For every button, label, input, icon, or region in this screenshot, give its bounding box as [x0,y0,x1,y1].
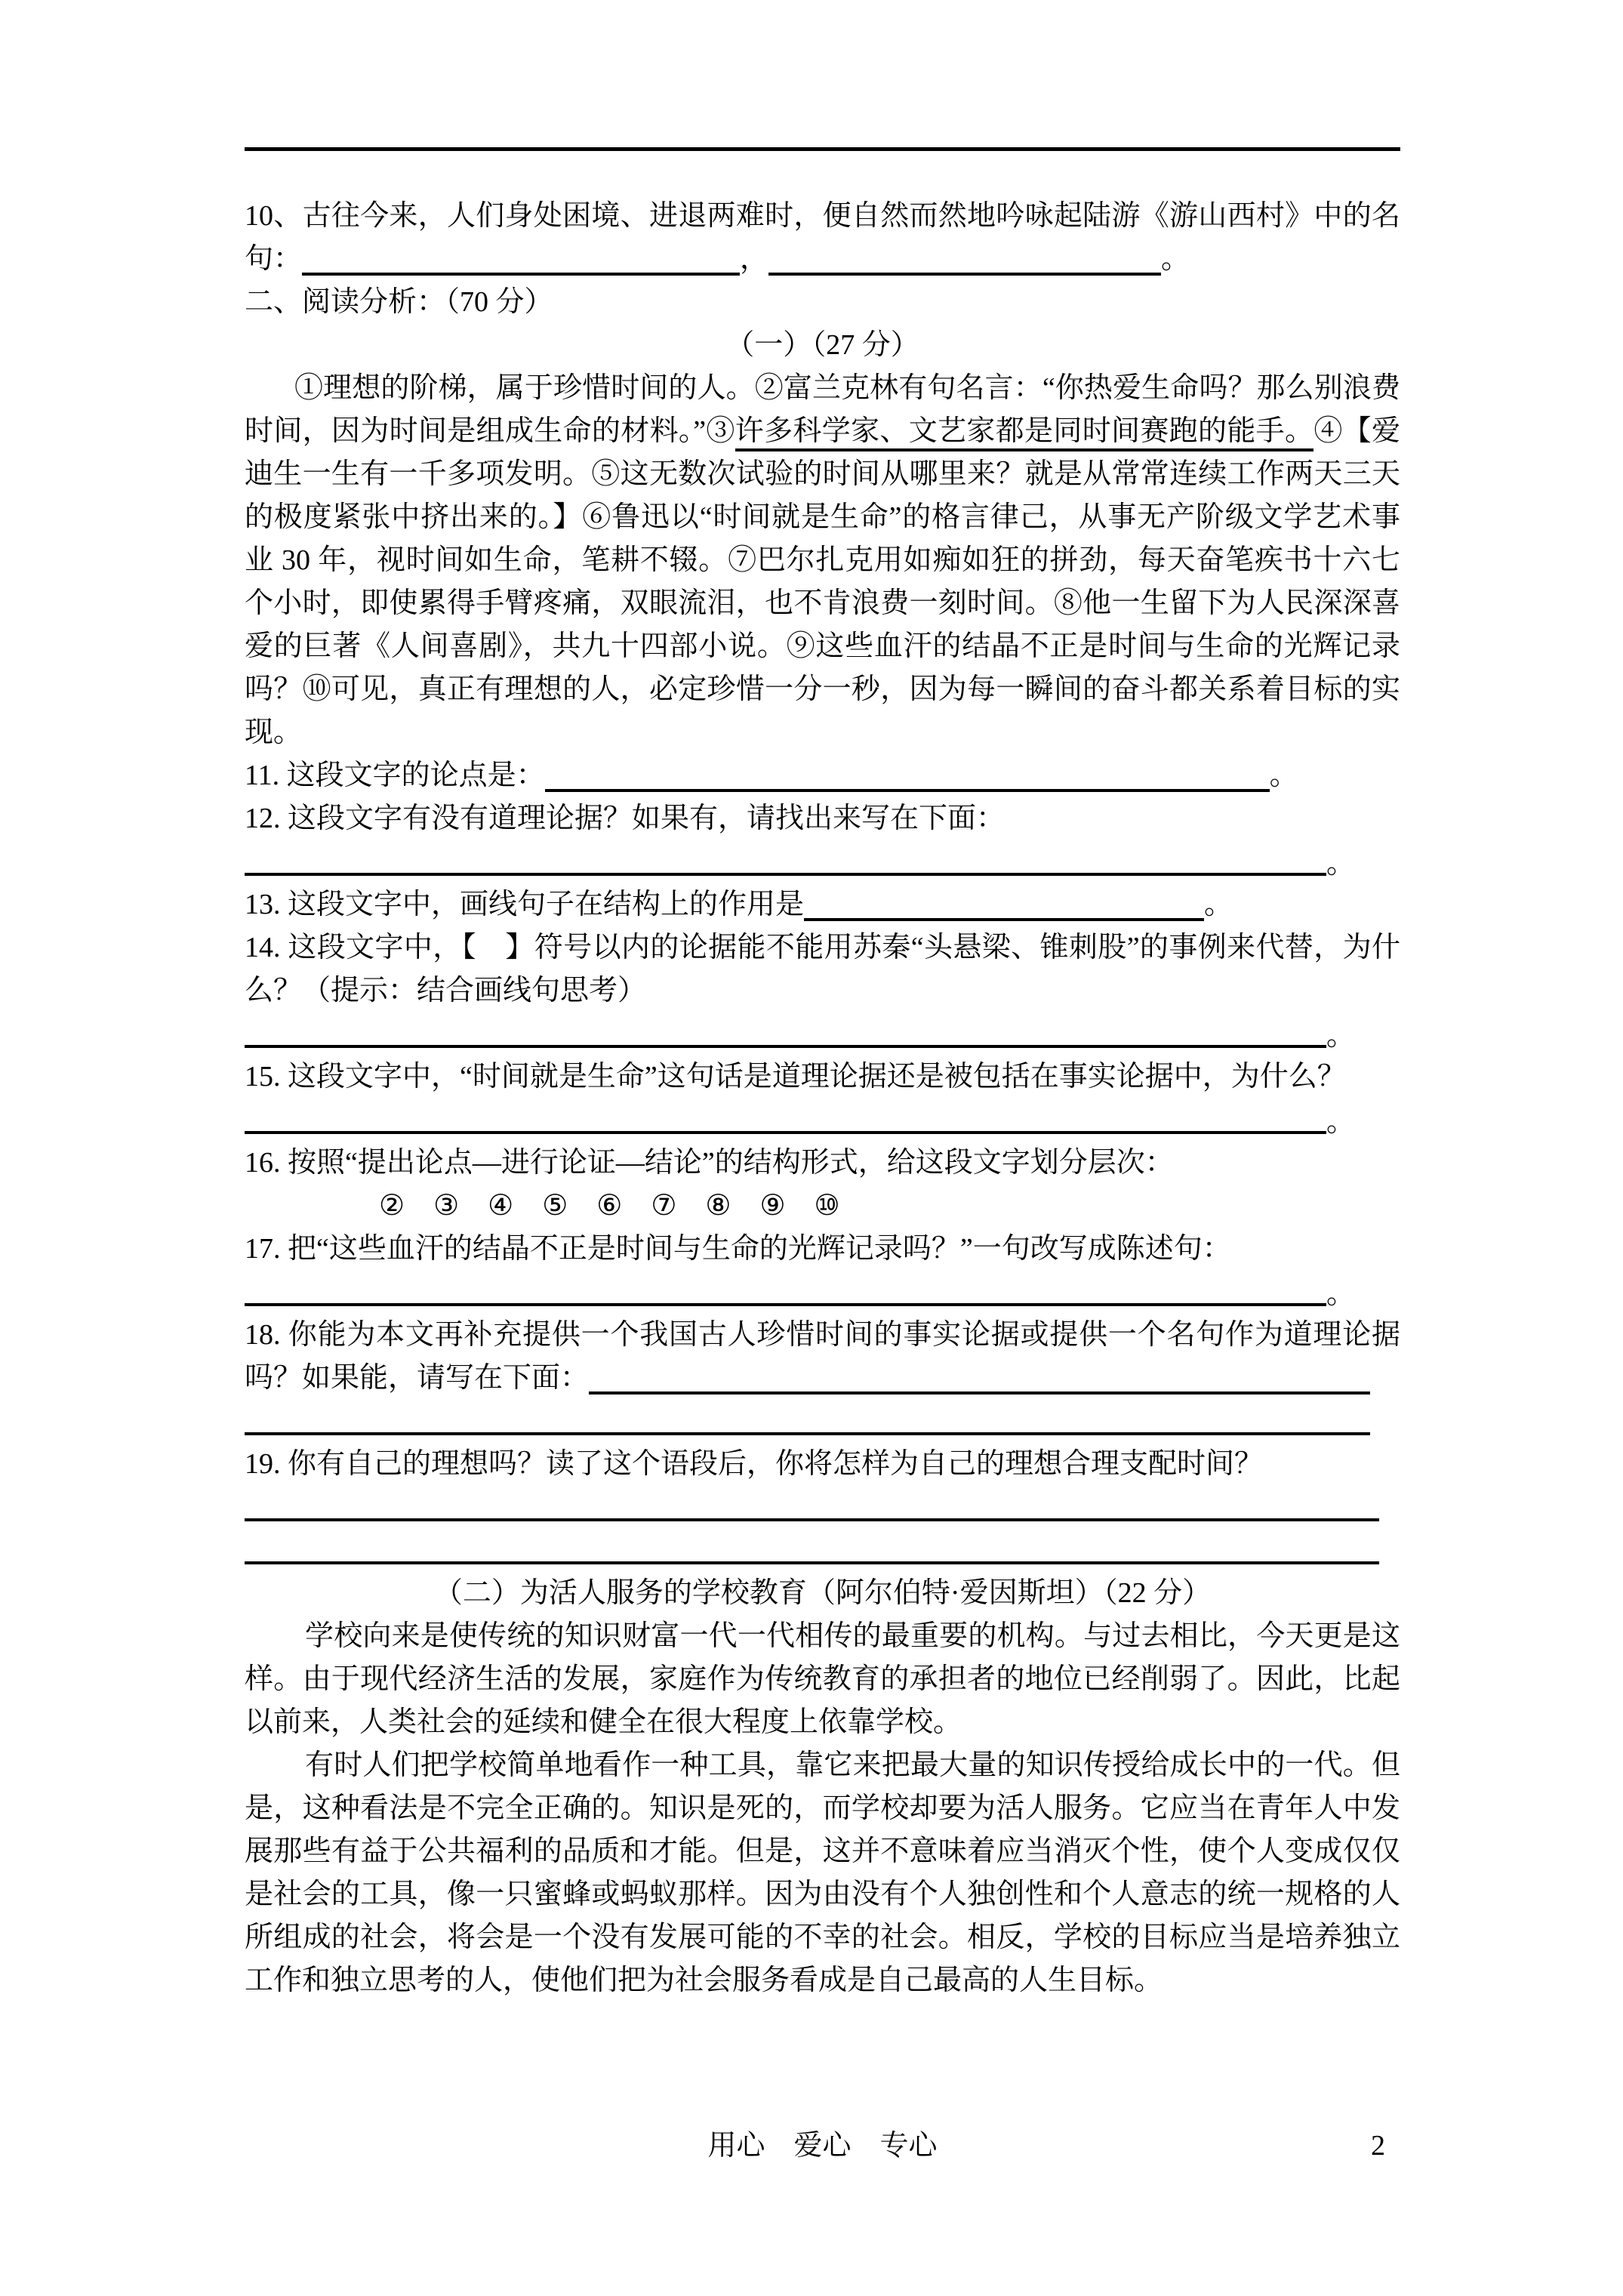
answer-rule [245,1432,1370,1435]
answer-line [245,840,1400,883]
footer-motto: 用心 爱心 专心 [707,2130,938,2162]
question-11-period: 。 [1269,760,1298,791]
answer-line [245,1271,1400,1314]
part-one-title: （一）（27 分） [725,329,919,361]
question-10-period: 。 [1161,243,1190,275]
answer-blank [804,895,1204,921]
question-12: 12. 这段文字有没有道理论据？如果有，请找出来写在下面： [245,803,1006,834]
question-13-period: 。 [1204,889,1233,920]
answer-line-period: 。 [1326,1106,1355,1138]
passage-2-paragraph-2: 有时人们把学校简单地看作一种工具，靠它来把最大量的知识传授给成长中的一代。但是，这种看法是不完全正确的。知识是死的，而学校却要为活人服务。它应当在青年人中发展那些有益于公共福利的品质和才能。但是，这并不意味着应当消灭个性，使个人变成仅仅是社会的工具，像一只蜜蜂或蚂蚁那样。因为由没有个人独创性和个人意志的统一规格的人所组成的社会，将会是一个没有发展可能的不幸的社会。相反，学校的目标应当是培养独立工作和独立思考的人，使他们把为社会服务看成是自己最高的人生目标。 [245,1749,1400,1996]
answer-blank [589,1369,1370,1395]
answer-line [245,1400,1400,1443]
answer-line [245,1099,1400,1142]
answer-rule [245,1131,1326,1134]
question-13-label: 13. 这段文字中，画线句子在结构上的作用是 [245,889,805,920]
answer-rule [245,1045,1326,1048]
answer-line-period: 。 [1326,848,1355,880]
passage-1-pre: ①理想的阶梯，属于珍惜时间的人。②富兰克林有句名言：“你热爱生命吗？那么别浪费时间，因为时间是组成生命的材料。”③ [245,372,1400,447]
answer-rule [245,873,1326,876]
question-11-label: 11. 这段文字的论点是： [245,760,545,791]
answer-line-period: 。 [1326,1020,1355,1052]
answer-rule [245,1518,1379,1521]
question-19: 19. 你有自己的理想吗？读了这个语段后，你将怎样为自己的理想合理支配时间？ [245,1448,1264,1480]
page-content [245,0,1400,2002]
passage-2-paragraph-1: 学校向来是使传统的知识财富一代一代相传的最重要的机构。与过去相比，今天更是这样。由于现代经济生活的发展，家庭作为传统教育的承担者的地位已经削弱了。因此，比起以前来，人类社会的延续和健全在很大程度上依靠学校。 [245,1620,1400,1738]
question-14: 14. 这段文字中，【 】符号以内的论据能不能用苏秦“头悬梁、锥刺股”的事例来代替，为什么？（提示：结合画线句思考） [245,932,1400,1006]
page-number: 2 [1371,2130,1385,2162]
answer-blank [545,766,1270,792]
passage-1-post: ④【爱迪生一生有一千多项发明。⑤这无数次试验的时间从哪里来？就是从常常连续工作两天三天的极度紧张中挤出来的。】⑥鲁迅以“时间就是生命”的格言律己，从事无产阶级文学艺术事业 30 年，视时间如生命，笔耕不辍。⑦巴尔扎克用如痴如狂的拼劲，每天奋笔疾书十六七个小时，即使累得手臂疼痛，双眼流泪，也不肯浪费一刻时间。⑧他一生留下为人民深深喜爱的巨著《人间喜剧》，共九十四部小说。⑨这些血汗的结晶不正是时间与生命的光辉记录吗？⑩可见，真正有理想的人，必定珍惜一分一秒，因为每一瞬间的奋斗都关系着目标的实现。 [245,415,1400,748]
question-16-sentence-numbers: ② ③ ④ ⑤ ⑥ ⑦ ⑧ ⑨ ⑩ [379,1190,840,1222]
answer-line [245,1012,1400,1056]
question-16: 16. 按照“提出论点—进行论证—结论”的结构形式，给这段文字划分层次： [245,1147,1174,1179]
answer-blank [302,250,740,276]
header-divider [245,147,1400,151]
question-13 [245,883,1400,926]
page-footer [245,2125,1400,2168]
section-two-heading: 二、阅读分析：（70 分） [245,286,553,318]
question-15: 15. 这段文字中，“时间就是生命”这句话是道理论据还是被包括在事实论据中，为什么？ [245,1061,1346,1093]
passage-1-underlined-sentence: 许多科学家、文艺家都是同时间赛跑的能手。 [735,415,1314,451]
question-10-comma: ， [740,243,769,275]
answer-line-period: 。 [1326,1278,1355,1310]
question-10 [245,195,1400,281]
question-10-text: 10、古往今来，人们身处困境、进退两难时，便自然而然地吟咏起陆游《游山西村》中的名句： [245,200,1400,275]
passage-1 [245,367,1400,754]
question-11 [245,754,1400,797]
answer-line [245,1486,1400,1529]
question-18-text: 18. 你能为本文再补充提供一个我国古人珍惜时间的事实论据或提供一个名句作为道理论据吗？如果能，请写在下面： [245,1319,1400,1394]
answer-blank [768,250,1161,276]
question-18 [245,1314,1400,1400]
answer-rule [245,1561,1379,1564]
answer-line [245,1529,1400,1572]
part-two-title: （二）为活人服务的学校教育（阿尔伯特·爱因斯坦）（22 分） [433,1577,1212,1609]
question-17: 17. 把“这些血汗的结晶不正是时间与生命的光辉记录吗？”一句改写成陈述句： [245,1233,1231,1265]
answer-rule [245,1303,1326,1306]
